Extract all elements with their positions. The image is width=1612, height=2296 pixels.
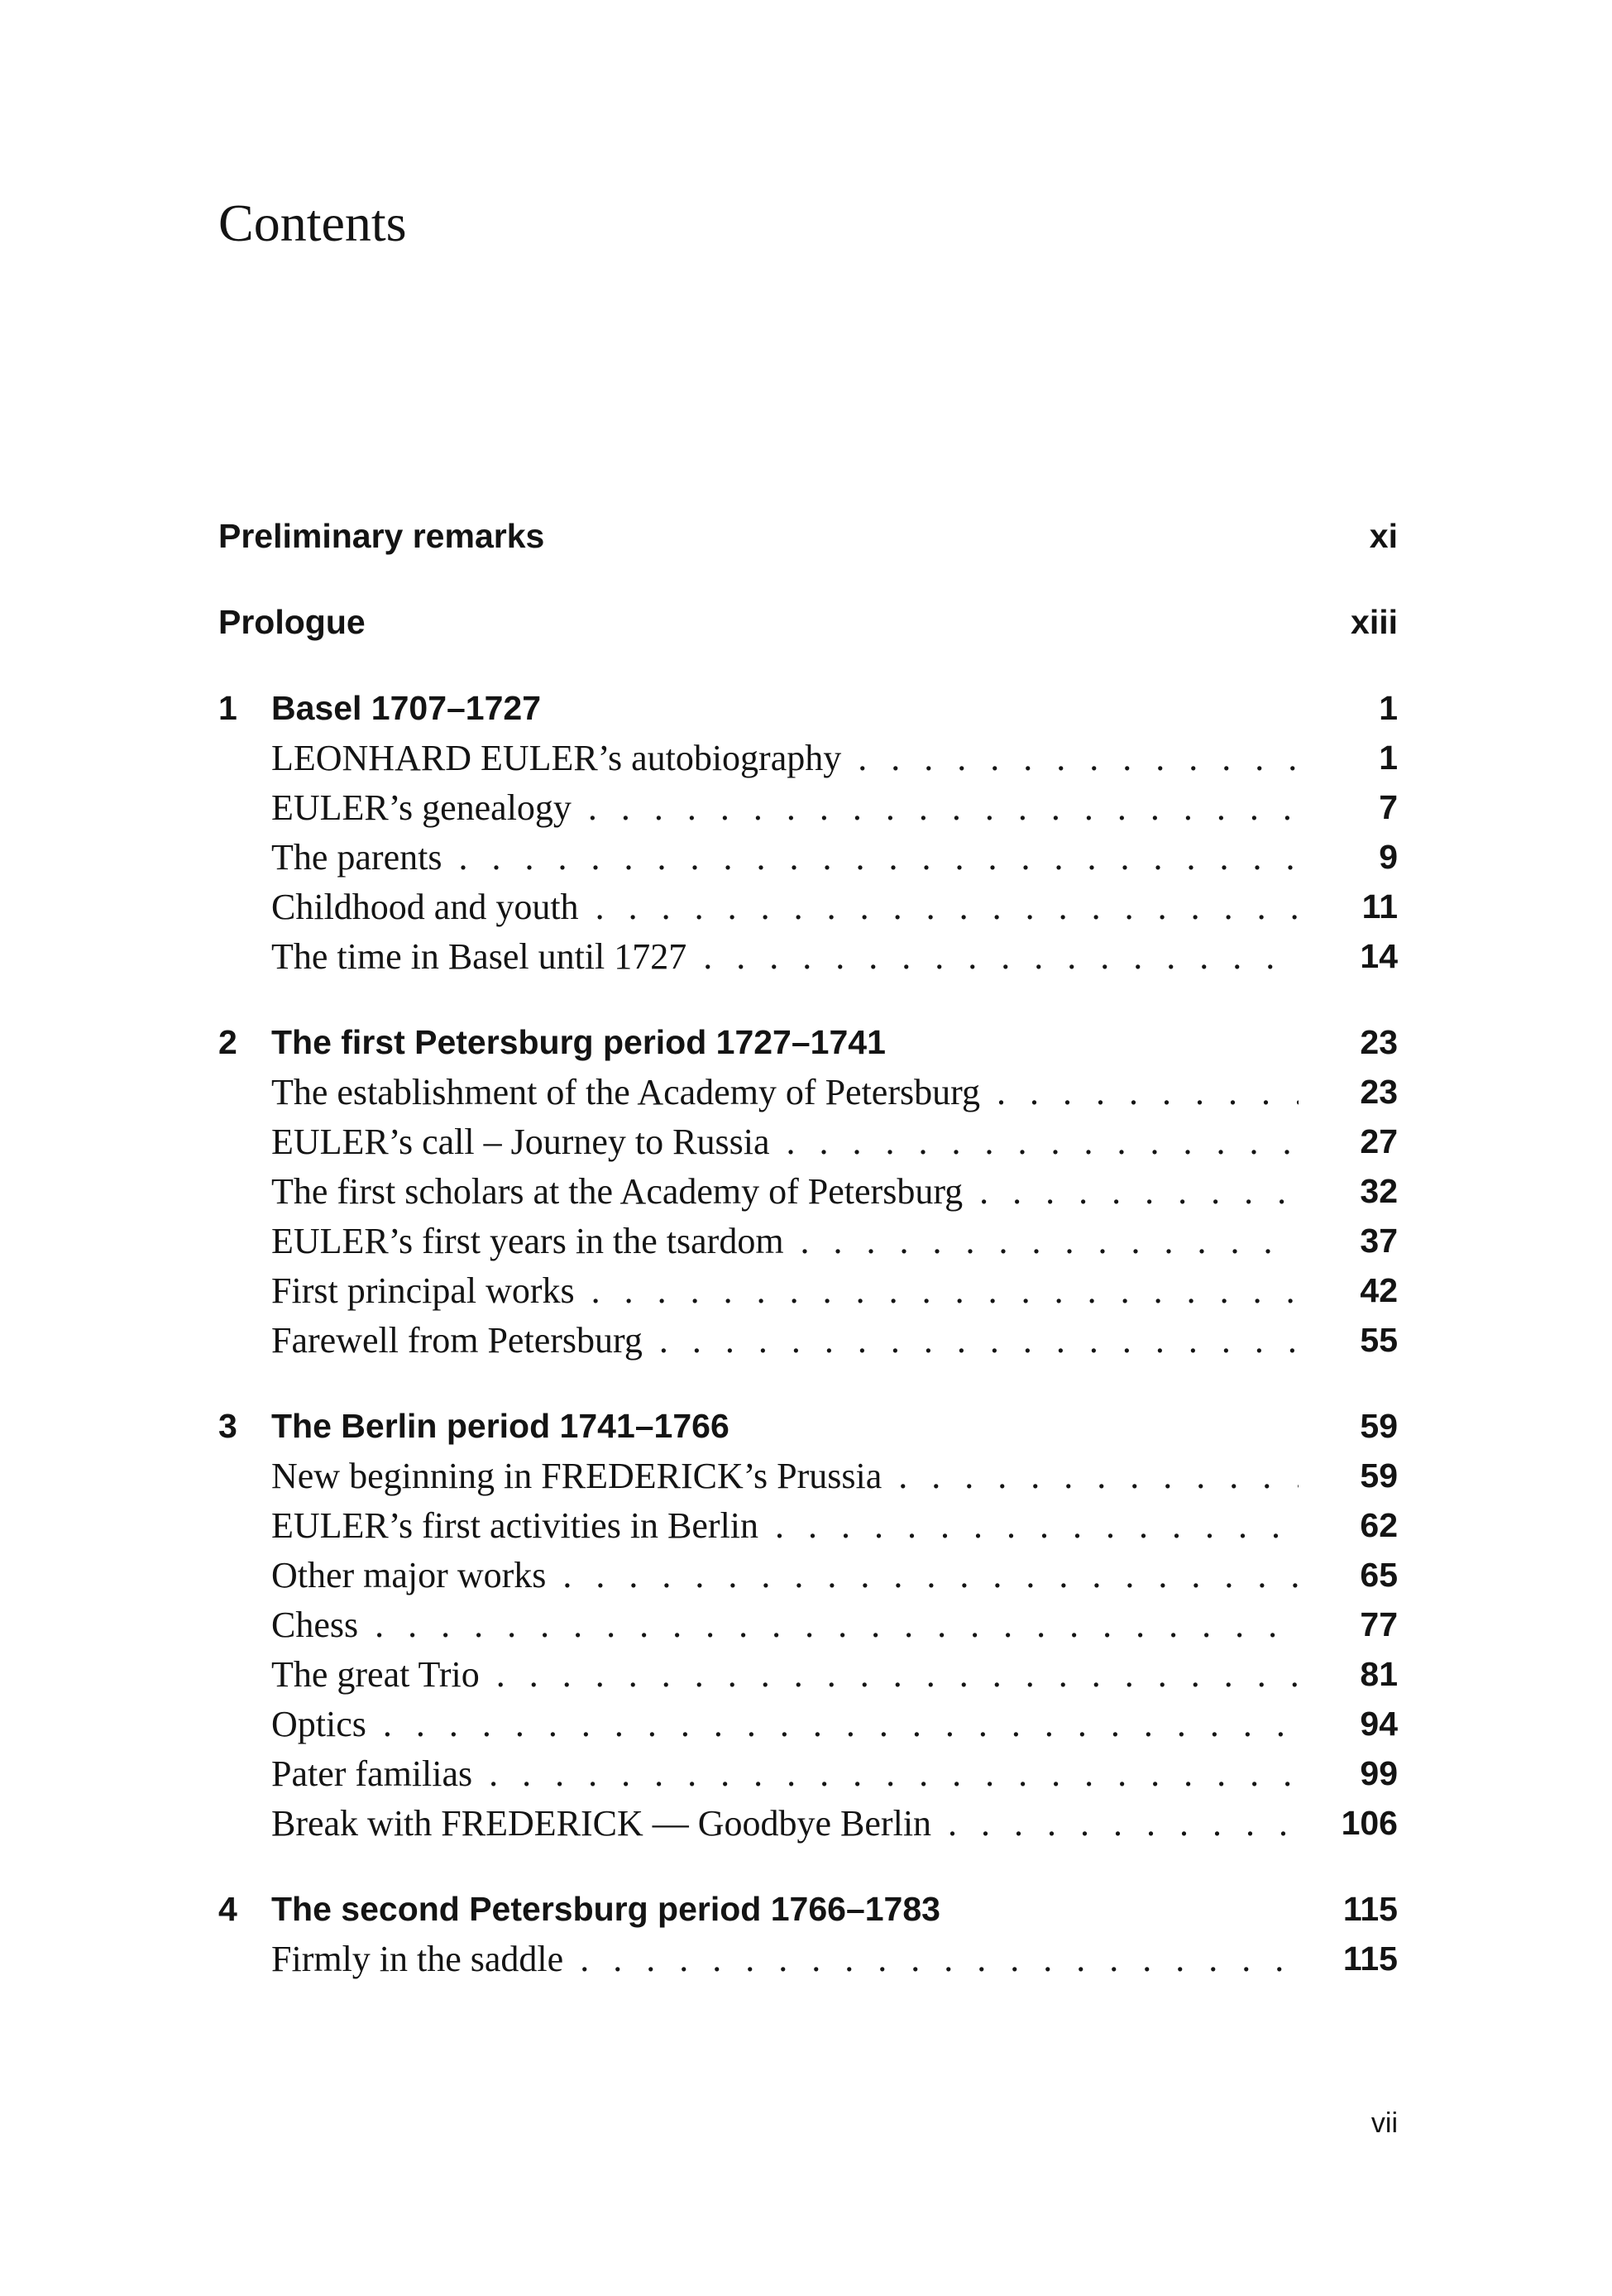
toc-section-label: EULER’s first activities in Berlin . . .	[271, 1504, 1299, 1547]
toc-page-number: 77	[1360, 1605, 1398, 1643]
toc-entry-label: Prologue	[218, 602, 366, 641]
toc-section[interactable]	[218, 1798, 1398, 1848]
toc-page-number: 115	[1342, 1889, 1398, 1928]
toc-page-number: 55	[1360, 1320, 1398, 1359]
toc-entry-label: Preliminary remarks	[218, 516, 545, 555]
toc-page-number: 9	[1379, 837, 1398, 876]
chapter-number: 4	[218, 1889, 237, 1928]
toc-section[interactable]	[218, 882, 1398, 931]
toc-section-label: Other major works . . .	[271, 1554, 1299, 1596]
toc-section-label: First principal works . . .	[271, 1270, 1299, 1312]
toc-page-number: 23	[1360, 1022, 1398, 1061]
toc-section-label: The parents . . .	[271, 836, 1299, 878]
toc-section[interactable]	[218, 782, 1398, 832]
toc-section[interactable]	[218, 1600, 1398, 1649]
toc-section-label: Farewell from Petersburg . . .	[271, 1319, 1299, 1361]
toc-section[interactable]	[218, 733, 1398, 782]
toc-section[interactable]	[218, 931, 1398, 981]
table-of-contents	[218, 511, 1398, 1983]
chapter-number: 1	[218, 688, 237, 727]
toc-section-label: The first scholars at the Academy of Petersburg . . .	[271, 1170, 1299, 1213]
toc-page-number: xi	[1369, 516, 1398, 555]
chapter-title: The first Petersburg period 1727–1741	[271, 1022, 886, 1061]
toc-page-number: 59	[1360, 1456, 1398, 1495]
toc-chapter-3[interactable]	[218, 1401, 1398, 1451]
toc-entry-preliminary-remarks[interactable]	[218, 511, 1398, 561]
toc-page-number: 27	[1360, 1122, 1398, 1160]
page-folio: vii	[1370, 2107, 1398, 2139]
toc-section[interactable]	[218, 1216, 1398, 1265]
toc-section[interactable]	[218, 1550, 1398, 1600]
toc-section[interactable]	[218, 1117, 1398, 1166]
toc-section[interactable]	[218, 1166, 1398, 1216]
toc-section-label: The time in Basel until 1727 . . .	[271, 935, 1299, 978]
toc-section-label: Optics . . .	[271, 1703, 1299, 1745]
toc-section[interactable]	[218, 1315, 1398, 1365]
toc-section-label: The great Trio . . .	[271, 1653, 1299, 1696]
toc-page-number: xiii	[1351, 602, 1398, 641]
toc-section-label: Pater familias . . .	[271, 1753, 1299, 1795]
toc-section[interactable]	[218, 1067, 1398, 1117]
toc-page-number: 1	[1379, 738, 1398, 777]
toc-section-label: EULER’s genealogy . . .	[271, 787, 1299, 829]
toc-chapter-2[interactable]	[218, 1017, 1398, 1067]
toc-page-number: 32	[1360, 1171, 1398, 1210]
chapter-number: 3	[218, 1406, 237, 1445]
toc-section-label: Childhood and youth . . .	[271, 886, 1299, 928]
toc-entry-prologue[interactable]	[218, 597, 1398, 647]
toc-section[interactable]	[218, 1748, 1398, 1798]
toc-section-label: Chess . . .	[271, 1604, 1299, 1646]
toc-page-number: 65	[1360, 1555, 1398, 1594]
toc-section[interactable]	[218, 1934, 1398, 1983]
toc-section-label: Firmly in the saddle . . .	[271, 1938, 1299, 1980]
toc-page-number: 115	[1342, 1939, 1398, 1978]
toc-section-label: LEONHARD EULER’s autobiography . . .	[271, 737, 1299, 779]
toc-section[interactable]	[218, 1265, 1398, 1315]
toc-section[interactable]	[218, 1451, 1398, 1500]
chapter-title: The second Petersburg period 1766–1783	[271, 1889, 940, 1928]
toc-chapter-1[interactable]	[218, 683, 1398, 733]
toc-page-number: 11	[1361, 887, 1398, 926]
toc-page-number: 62	[1360, 1505, 1398, 1544]
toc-page-number: 14	[1360, 936, 1398, 975]
toc-section-label: EULER’s call – Journey to Russia . . .	[271, 1121, 1299, 1163]
toc-section[interactable]	[218, 1699, 1398, 1748]
toc-page-number: 99	[1360, 1753, 1398, 1792]
chapter-number: 2	[218, 1022, 237, 1061]
toc-section[interactable]	[218, 1500, 1398, 1550]
toc-page-number: 23	[1360, 1072, 1398, 1111]
toc-page-number: 1	[1379, 688, 1398, 727]
page-title: Contents	[218, 194, 407, 252]
toc-chapter-4[interactable]	[218, 1884, 1398, 1934]
toc-section[interactable]	[218, 832, 1398, 882]
toc-page-number: 94	[1360, 1704, 1398, 1743]
toc-section[interactable]	[218, 1649, 1398, 1699]
toc-page-number: 37	[1360, 1221, 1398, 1260]
toc-page-number: 59	[1360, 1406, 1398, 1445]
chapter-title: The Berlin period 1741–1766	[271, 1406, 729, 1445]
toc-section-label: New beginning in FREDERICK’s Prussia . . .	[271, 1455, 1299, 1497]
toc-page-number: 7	[1379, 787, 1398, 826]
chapter-title: Basel 1707–1727	[271, 688, 542, 727]
toc-page-number: 42	[1360, 1270, 1398, 1309]
toc-page-number: 106	[1341, 1803, 1398, 1842]
toc-section-label: The establishment of the Academy of Petersburg . . .	[271, 1071, 1299, 1113]
toc-page-number: 81	[1360, 1654, 1398, 1693]
toc-section-label: Break with FREDERICK — Goodbye Berlin . . .	[271, 1802, 1299, 1844]
toc-section-label: EULER’s first years in the tsardom . . .	[271, 1220, 1299, 1262]
